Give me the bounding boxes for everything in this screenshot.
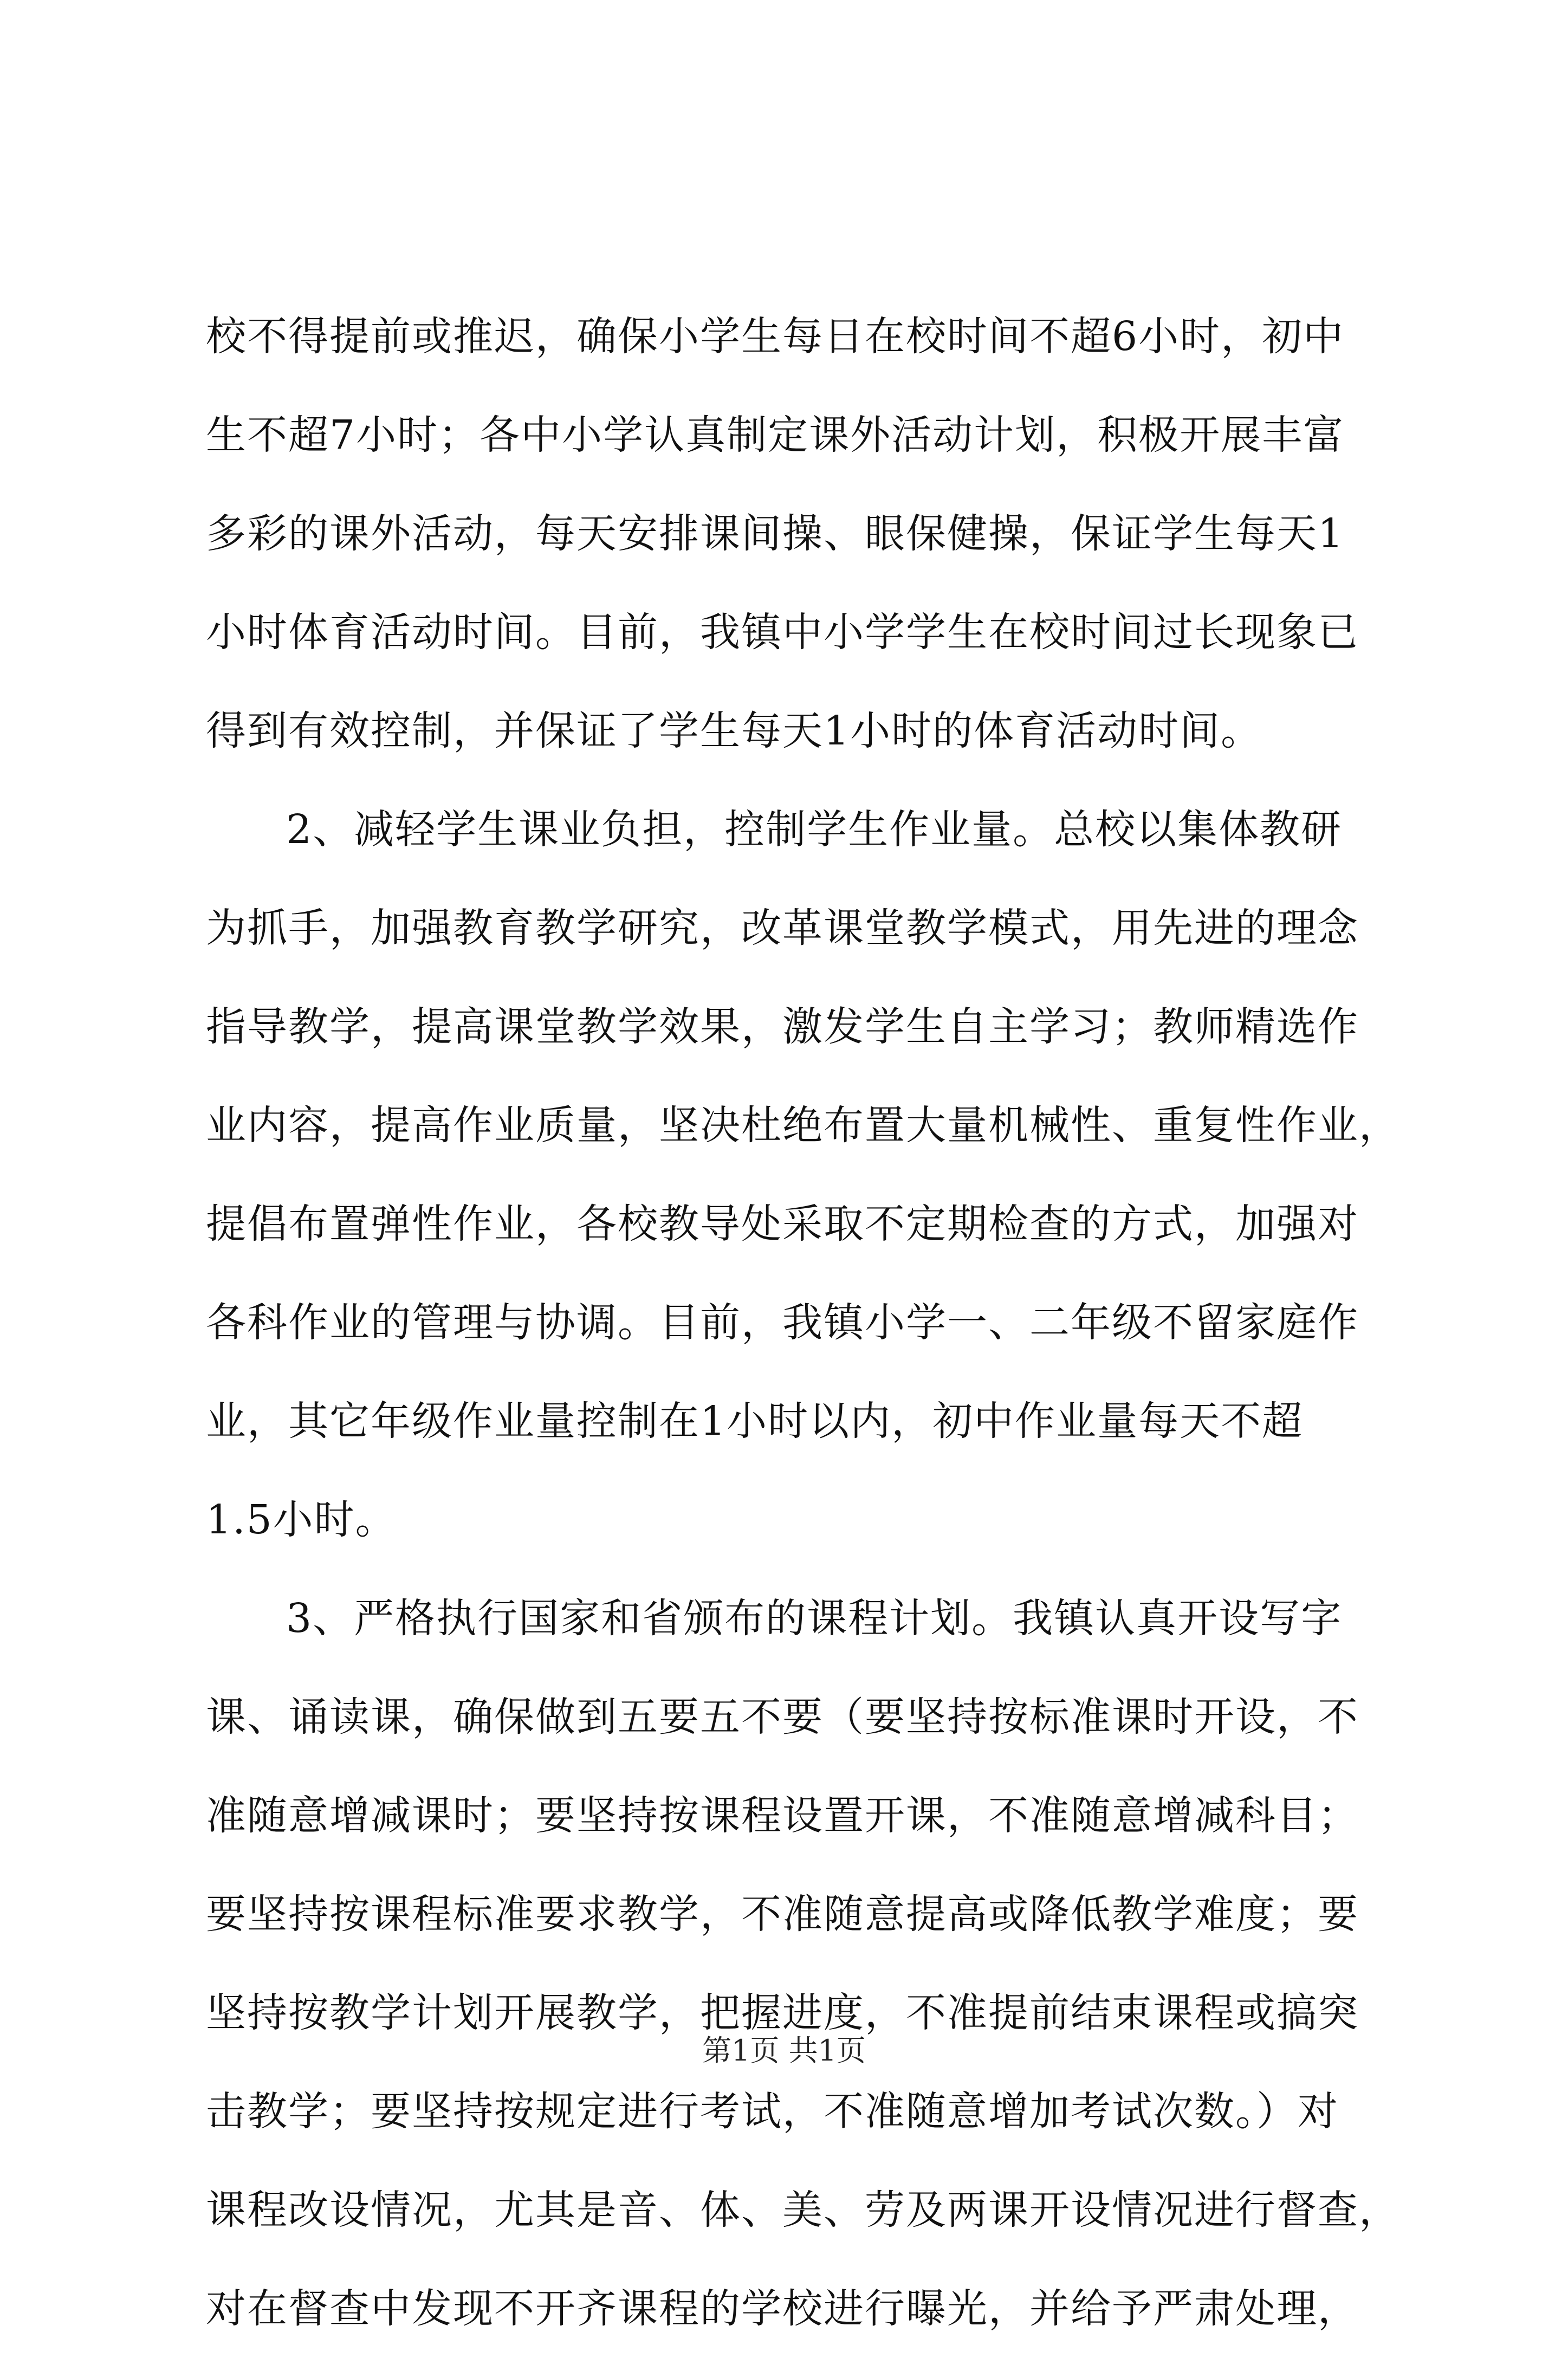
text-line: 准随意增减课时；要坚持按课程设置开课，不准随意增减科目； <box>206 1792 1359 1839</box>
text-line: 指导教学，提高课堂教学效果，激发学生自主学习；教师精选作 <box>206 1003 1359 1050</box>
text-line: 生不超7小时；各中小学认真制定课外活动计划，积极开展丰富 <box>206 412 1345 458</box>
text-line: 要坚持按课程标准要求教学，不准随意提高或降低教学难度；要 <box>206 1891 1359 1938</box>
text-line: 业内容，提高作业质量，坚决杜绝布置大量机械性、重复性作业， <box>206 1102 1400 1149</box>
text-line: 提倡布置弹性作业，各校教导处采取不定期检查的方式，加强对 <box>206 1201 1359 1247</box>
page-number-label: 第1页 共1页 <box>702 2033 866 2068</box>
page-footer <box>0 2032 1568 2070</box>
paragraph-start-line: 2、减轻学生课业负担，控制学生作业量。总校以集体教研 <box>286 806 1343 853</box>
paragraph-start-line: 3、严格执行国家和省颁布的课程计划。我镇认真开设写字 <box>286 1595 1343 1642</box>
text-line: 小时体育活动时间。目前，我镇中小学学生在校时间过长现象已 <box>206 609 1359 656</box>
text-line: 课程改设情况，尤其是音、体、美、劳及两课开设情况进行督查， <box>206 2187 1400 2233</box>
text-line: 课、诵读课，确保做到五要五不要（要坚持按标准课时开设，不 <box>206 1694 1359 1740</box>
text-line: 得到有效控制，并保证了学生每天1小时的体育活动时间。 <box>206 708 1262 754</box>
text-line: 坚持按教学计划开展教学，把握进度，不准提前结束课程或搞突 <box>206 1990 1359 2036</box>
text-line: 击教学；要坚持按规定进行考试，不准随意增加考试次数。）对 <box>206 2088 1339 2135</box>
text-line: 各科作业的管理与协调。目前，我镇小学一、二年级不留家庭作 <box>206 1299 1359 1346</box>
text-line: 业，其它年级作业量控制在1小时以内，初中作业量每天不超 <box>206 1398 1304 1444</box>
text-line: 为抓手，加强教育教学研究，改革课堂教学模式，用先进的理念 <box>206 905 1359 951</box>
text-line: 多彩的课外活动，每天安排课间操、眼保健操，保证学生每天1 <box>206 510 1345 557</box>
text-line: 1.5小时。 <box>206 1497 397 1543</box>
text-line: 对在督查中发现不开齐课程的学校进行曝光，并给予严肃处理， <box>206 2285 1359 2332</box>
text-line: 校不得提前或推迟，确保小学生每日在校时间不超6小时，初中 <box>206 313 1345 360</box>
